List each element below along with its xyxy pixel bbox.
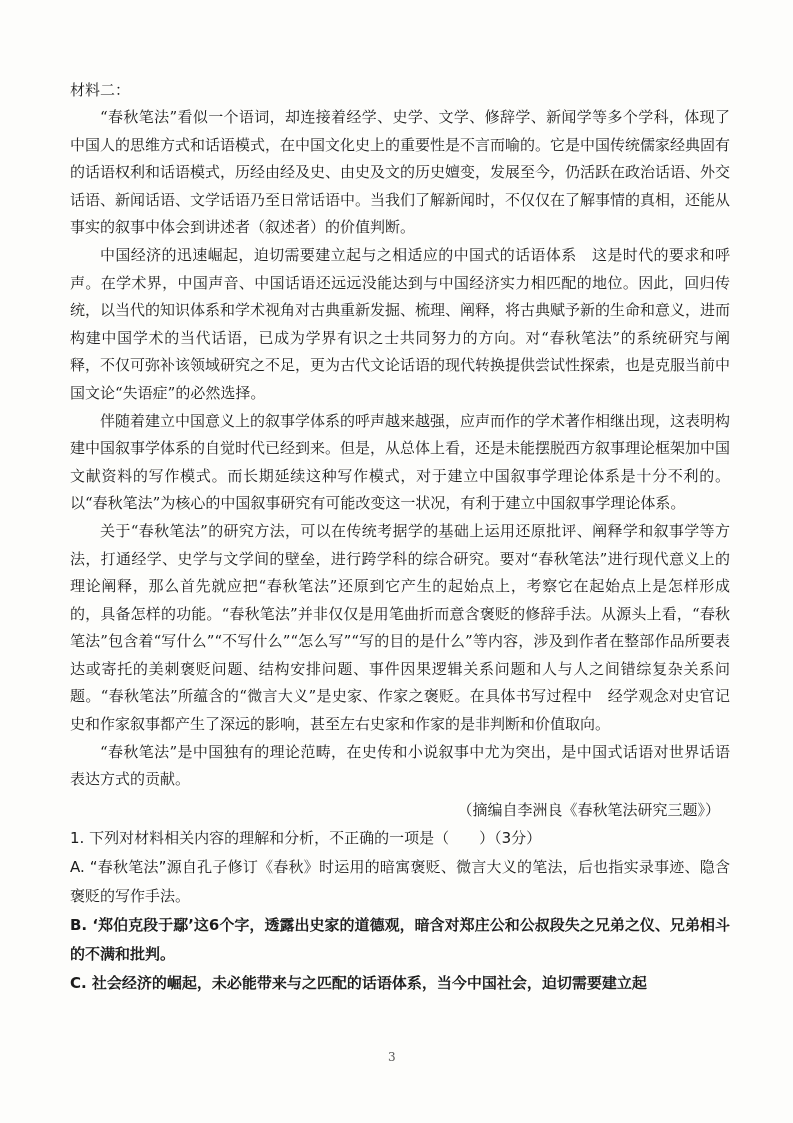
paragraph-3: 伴随着建立中国意义上的叙事学体系的呼声越来越强，应声而作的学术著作相继出现，这表明构建中国叙事学体系的自觉时代已经到来。但是，从总体上看，还是未能摆脱西方叙事理论框架加中国文献资料的写作模式。而长期延续这种写作模式，对于建立中国叙事学理论体系是十分不利的。以“春秋笔法”为核心的中国叙事研究有可能改变这一状况，有利于建立中国叙事学理论体系。 <box>70 411 731 513</box>
question-1: 1. 下列对材料相关内容的理解和分析，不正确的一项是（ ）（3分） <box>70 828 542 847</box>
option-b: B. ‘郑伯克段于鄢’这6个字，透露出史家的道德观，暗含对郑庄公和公叔段失之兄弟之仪、兄弟相斗的不满和批判。 <box>70 915 730 963</box>
material-heading: 材料二： <box>70 81 131 99</box>
paragraph-1: “春秋笔法”看似一个语词，却连接着经学、史学、文学、修辞学、新闻学等多个学科，体现了中国人的思维方式和话语模式，在中国文化史上的重要性是不言而喻的。它是中国传统儒家经典固有的话语权利和话语模式，历经由经及史、由史及文的历史嬗变，发展至今，仍活跃在政治话语、外交话语、新闻话语、文学话语乃至日常话语中。当我们了解新闻时，不仅仅在了解事情的真相，还能从事实的叙事中体会到讲述者（叙述者）的价值判断。 <box>70 108 731 237</box>
option-c: C. 社会经济的崛起，未必能带来与之匹配的话语体系，当今中国社会，迫切需要建立起 <box>70 973 647 992</box>
paragraph-4: 关于“春秋笔法”的研究方法，可以在传统考据学的基础上运用还原批评、阐释学和叙事学等方法，打通经学、史学与文学间的壁垒，进行跨学科的综合研究。要对“春秋笔法”进行现代意义上的理论阐释，那么首先就应把“春秋笔法”还原到它产生的起始点上，考察它在起始点上是怎样形成的，具备怎样的功能。“春秋笔法”并非仅仅是用笔曲折而意含褒贬的修辞手法。从源头上看，“春秋笔法”包含着“写什么”“不写什么”“怎么写”“写的目的是什么”等内容，涉及到作者在整部作品所要表达或寄托的美刺褒贬问题、结构安排问题、事件因果逻辑关系问题和人与人之间错综复杂关系问题。“春秋笔法”所蕴含的“微言大义”是史家、作家之褒贬。在具体书写过程中 经学观念对史官记史和作家叙事都产生了深远的影响，甚至左右史家和作家的是非判断和价值取向。 <box>70 521 730 734</box>
page-number: 3 <box>388 1050 396 1064</box>
source-citation: （摘编自李洲良《春秋笔法研究三题》） <box>457 800 720 819</box>
paragraph-5: “春秋笔法”是中国独有的理论范畴，在史传和小说叙事中尤为突出，是中国式话语对世界话语表达方式的贡献。 <box>70 742 730 789</box>
paragraph-2: 中国经济的迅速崛起，迫切需要建立起与之相适应的中国式的话语体系 这是时代的要求和呼声。在学术界，中国声音、中国话语还远远没能达到与中国经济实力相匹配的地位。因此，回归传统，以当代的知识体系和学术视角对古典重新发掘、梳理、阐释，将古典赋予新的生命和意义，进而构建中国学术的当代话语，已成为学界有识之士共同努力的方向。对“春秋笔法”的系统研究与阐释，不仅可弥补该领域研究之不足，更为古代文论话语的现代转换提供尝试性探索，也是克服当前中国文论“失语症”的必然选择。 <box>70 245 731 402</box>
exam-page <box>70 78 730 998</box>
option-a: A. “春秋笔法”源自孔子修订《春秋》时运用的暗寓褒贬、微言大义的笔法，后也指实录事迹、隐含褒贬的写作手法。 <box>70 857 730 905</box>
